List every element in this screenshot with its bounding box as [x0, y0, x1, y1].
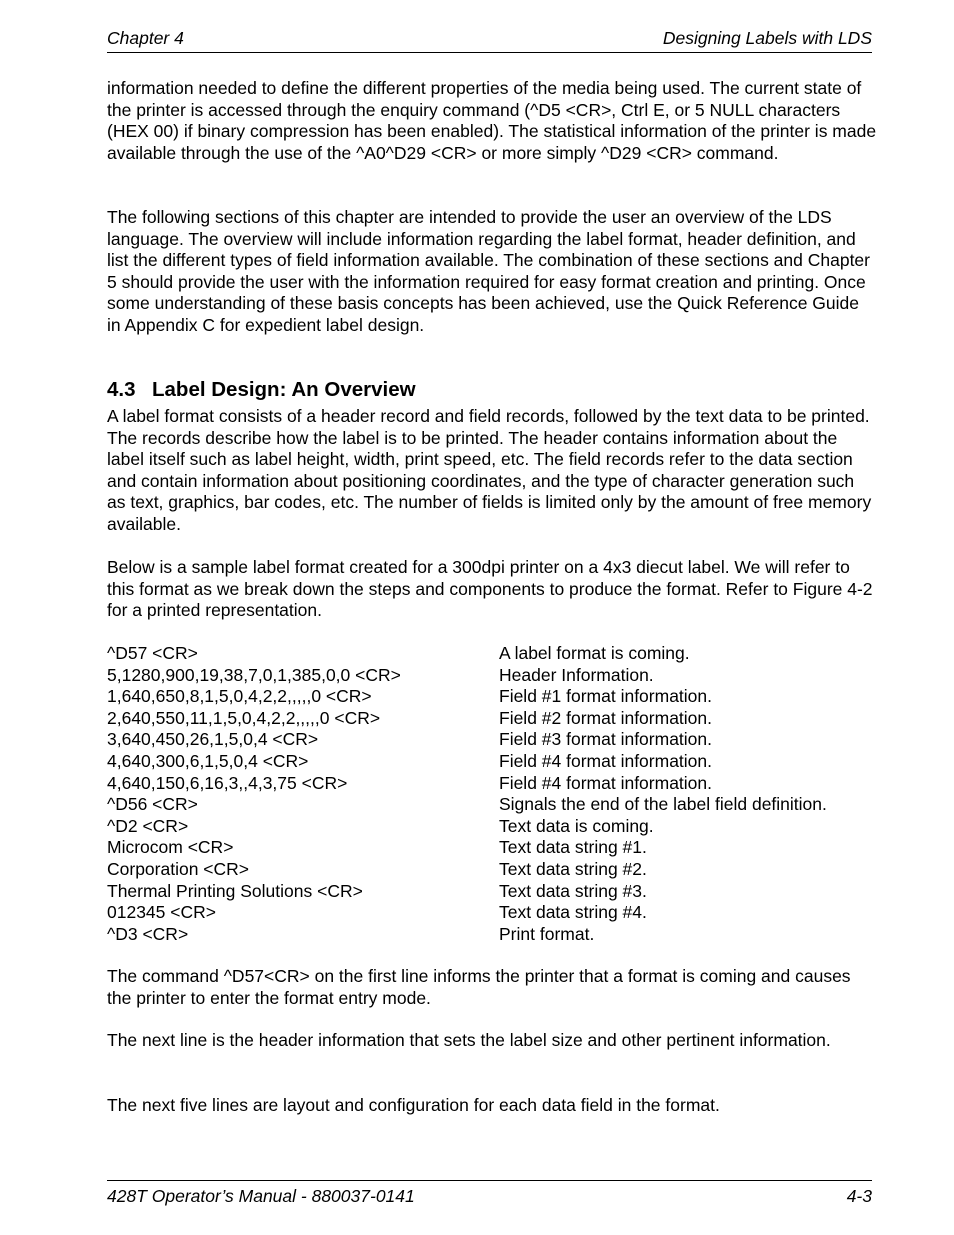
chapter-label: Chapter 4 [107, 28, 184, 48]
code-description: Field #4 format information. [499, 750, 713, 771]
code-command: 3,640,450,26,1,5,0,4 <CR> [107, 729, 319, 750]
code-command: ^D56 <CR> [107, 794, 198, 815]
code-command: 4,640,150,6,16,3,,4,3,75 <CR> [107, 772, 348, 793]
manual-title: 428T Operator’s Manual - 880037-0141 [107, 1186, 415, 1206]
code-command: 5,1280,900,19,38,7,0,1,385,0,0 <CR> [107, 664, 401, 685]
code-line [107, 665, 877, 687]
paragraph-first-line: The command ^D57<CR> on the first line informs the printer that a format is coming and causes the printer to enter the format entry mode. [107, 966, 851, 1008]
code-line [107, 708, 877, 730]
paragraph-header-line: The next line is the header information that sets the label size and other pertinent information. [107, 1030, 831, 1050]
code-line [107, 751, 877, 773]
section-number: 4.3 [107, 378, 136, 401]
code-line [107, 881, 877, 903]
code-description: Field #4 format information. [499, 772, 713, 793]
paragraph-intro: information needed to define the different properties of the media being used. The current state of the printer is accessed through the enquiry command (^D5 <CR>, Ctrl E, or 5 NULL characters (HEX 00) if binary compression has been enabled). The statistical information of the printer is made available through the use of the ^A0^D29 <CR> or more simply ^D29 <CR> command. [107, 78, 877, 163]
code-line [107, 859, 877, 881]
code-line [107, 902, 877, 924]
code-description: Print format. [499, 923, 595, 944]
chapter-title: Designing Labels with LDS [662, 28, 872, 48]
sample-format-listing [107, 643, 877, 945]
paragraph-label-format: A label format consists of a header record and field records, followed by the text data to be printed. The records describe how the label is to be printed. The header contains information about the label itself such as label height, width, print speed, etc. The field records refer to the data section and contain information about positioning coordinates, and the type of character generation such as text, graphics, bar codes, etc. The number of fields is limited only by the amount of free memory available. [107, 406, 872, 534]
code-command: Microcom <CR> [107, 837, 234, 858]
page-number: 4-3 [846, 1186, 872, 1206]
page-header [107, 27, 872, 53]
code-command: ^D57 <CR> [107, 643, 198, 663]
code-description: A label format is coming. [499, 643, 690, 663]
code-line [107, 837, 877, 859]
section-heading [107, 377, 416, 403]
code-command: 2,640,550,11,1,5,0,4,2,2,,,,,0 <CR> [107, 707, 381, 728]
code-line [107, 729, 877, 751]
code-command: Corporation <CR> [107, 858, 250, 879]
section-title: Label Design: An Overview [152, 378, 416, 401]
code-command: ^D3 <CR> [107, 923, 189, 944]
code-command: ^D2 <CR> [107, 815, 189, 836]
paragraph-overview: The following sections of this chapter are intended to provide the user an overview of the LDS language. The overview will include information regarding the label format, header definition, and list the different types of field information available. The combination of these sections and Chapter 5 should provide the user with the information required for easy format creation and printing. Once some understanding of these basis concepts has been achieved, use the Quick Reference Guide in Appendix C for expedient label design. [107, 207, 870, 335]
code-command: Thermal Printing Solutions <CR> [107, 880, 363, 901]
code-description: Text data string #1. [499, 837, 647, 858]
code-command: 4,640,300,6,1,5,0,4 <CR> [107, 750, 309, 771]
code-description: Text data string #4. [499, 902, 647, 923]
code-description: Header Information. [499, 664, 654, 685]
paragraph-field-lines: The next five lines are layout and configuration for each data field in the format. [107, 1095, 720, 1115]
code-description: Field #3 format information. [499, 729, 713, 750]
code-line [107, 816, 877, 838]
code-line [107, 643, 877, 665]
code-description: Field #1 format information. [499, 686, 713, 707]
code-line [107, 773, 877, 795]
code-description: Signals the end of the label field definition. [499, 794, 827, 815]
code-command: 1,640,650,8,1,5,0,4,2,2,,,,,0 <CR> [107, 686, 372, 707]
code-description: Text data string #2. [499, 858, 647, 879]
paragraph-sample-intro: Below is a sample label format created for a 300dpi printer on a 4x3 diecut label. We will refer to this format as we break down the steps and components to produce the format. Refer to Figure 4-2 for a printed representation. [107, 557, 873, 621]
page-footer [107, 1180, 872, 1207]
code-description: Text data is coming. [499, 815, 654, 836]
code-description: Text data string #3. [499, 880, 647, 901]
code-description: Field #2 format information. [499, 707, 713, 728]
code-line [107, 924, 877, 946]
code-command: 012345 <CR> [107, 902, 216, 923]
code-line [107, 794, 877, 816]
code-line [107, 686, 877, 708]
